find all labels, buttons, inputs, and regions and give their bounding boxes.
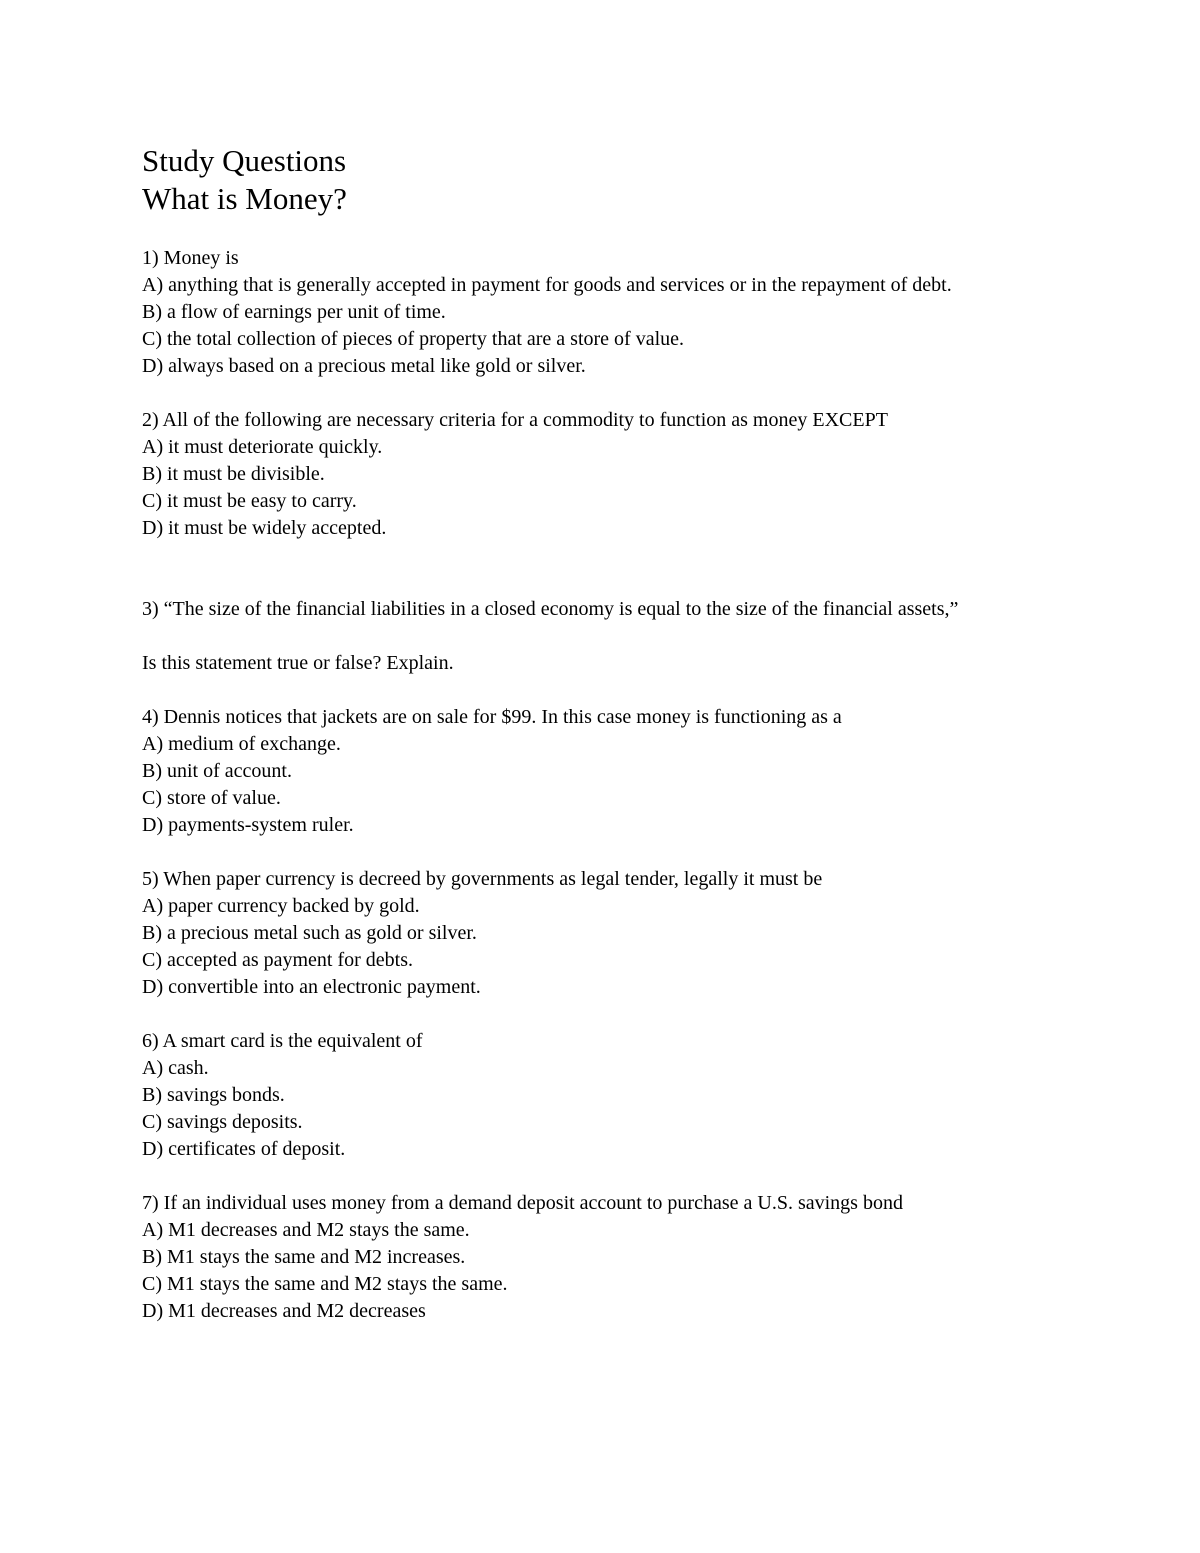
question-5 xyxy=(142,866,1062,1001)
question-list xyxy=(142,245,1062,1325)
question-1 xyxy=(142,245,1062,380)
question-3 xyxy=(142,596,1062,677)
question-stem: 7) If an individual uses money from a demand deposit account to purchase a U.S. savings bond xyxy=(142,1192,903,1214)
answer-option: B) savings bonds. xyxy=(142,1084,285,1106)
answer-option: A) it must deteriorate quickly. xyxy=(142,436,383,458)
document-title: Study Questions xyxy=(142,143,347,178)
answer-option: D) convertible into an electronic payment. xyxy=(142,976,481,998)
question-stem: 6) A smart card is the equivalent of xyxy=(142,1030,423,1052)
answer-option: D) certificates of deposit. xyxy=(142,1138,346,1160)
answer-option: D) always based on a precious metal like gold or silver. xyxy=(142,355,586,377)
question-4 xyxy=(142,704,1062,839)
answer-option: C) M1 stays the same and M2 stays the same. xyxy=(142,1273,508,1295)
question-stem: 4) Dennis notices that jackets are on sale for $99. In this case money is functioning as a xyxy=(142,706,842,728)
question-stem: 3) “The size of the financial liabilities in a closed economy is equal to the size of the financial assets,” xyxy=(142,598,959,620)
question-6 xyxy=(142,1028,1062,1163)
answer-option: C) accepted as payment for debts. xyxy=(142,949,414,971)
question-2 xyxy=(142,407,1062,542)
answer-option: B) unit of account. xyxy=(142,760,292,782)
answer-option: D) M1 decreases and M2 decreases xyxy=(142,1300,426,1322)
answer-option: B) a precious metal such as gold or silver. xyxy=(142,922,477,944)
answer-option: A) cash. xyxy=(142,1057,209,1079)
answer-option: C) it must be easy to carry. xyxy=(142,490,357,512)
question-7 xyxy=(142,1190,1062,1325)
document-page xyxy=(142,142,1062,1325)
answer-option: C) the total collection of pieces of property that are a store of value. xyxy=(142,328,685,350)
answer-option: D) payments-system ruler. xyxy=(142,814,354,836)
answer-option: D) it must be widely accepted. xyxy=(142,517,387,539)
answer-option: A) M1 decreases and M2 stays the same. xyxy=(142,1219,470,1241)
question-stem: 1) Money is xyxy=(142,247,239,269)
question-stem: 5) When paper currency is decreed by governments as legal tender, legally it must be xyxy=(142,868,823,890)
answer-option: B) M1 stays the same and M2 increases. xyxy=(142,1246,466,1268)
answer-option: A) anything that is generally accepted in payment for goods and services or in the repayment of debt. xyxy=(142,274,952,296)
answer-option: A) medium of exchange. xyxy=(142,733,341,755)
answer-option: C) savings deposits. xyxy=(142,1111,303,1133)
answer-option: C) store of value. xyxy=(142,787,281,809)
question-stem: 2) All of the following are necessary criteria for a commodity to function as money EXCEPT xyxy=(142,409,888,431)
answer-option: B) a flow of earnings per unit of time. xyxy=(142,301,446,323)
question-followup: Is this statement true or false? Explain. xyxy=(142,652,454,674)
document-subtitle: What is Money? xyxy=(142,181,347,216)
answer-option: A) paper currency backed by gold. xyxy=(142,895,420,917)
answer-option: B) it must be divisible. xyxy=(142,463,325,485)
